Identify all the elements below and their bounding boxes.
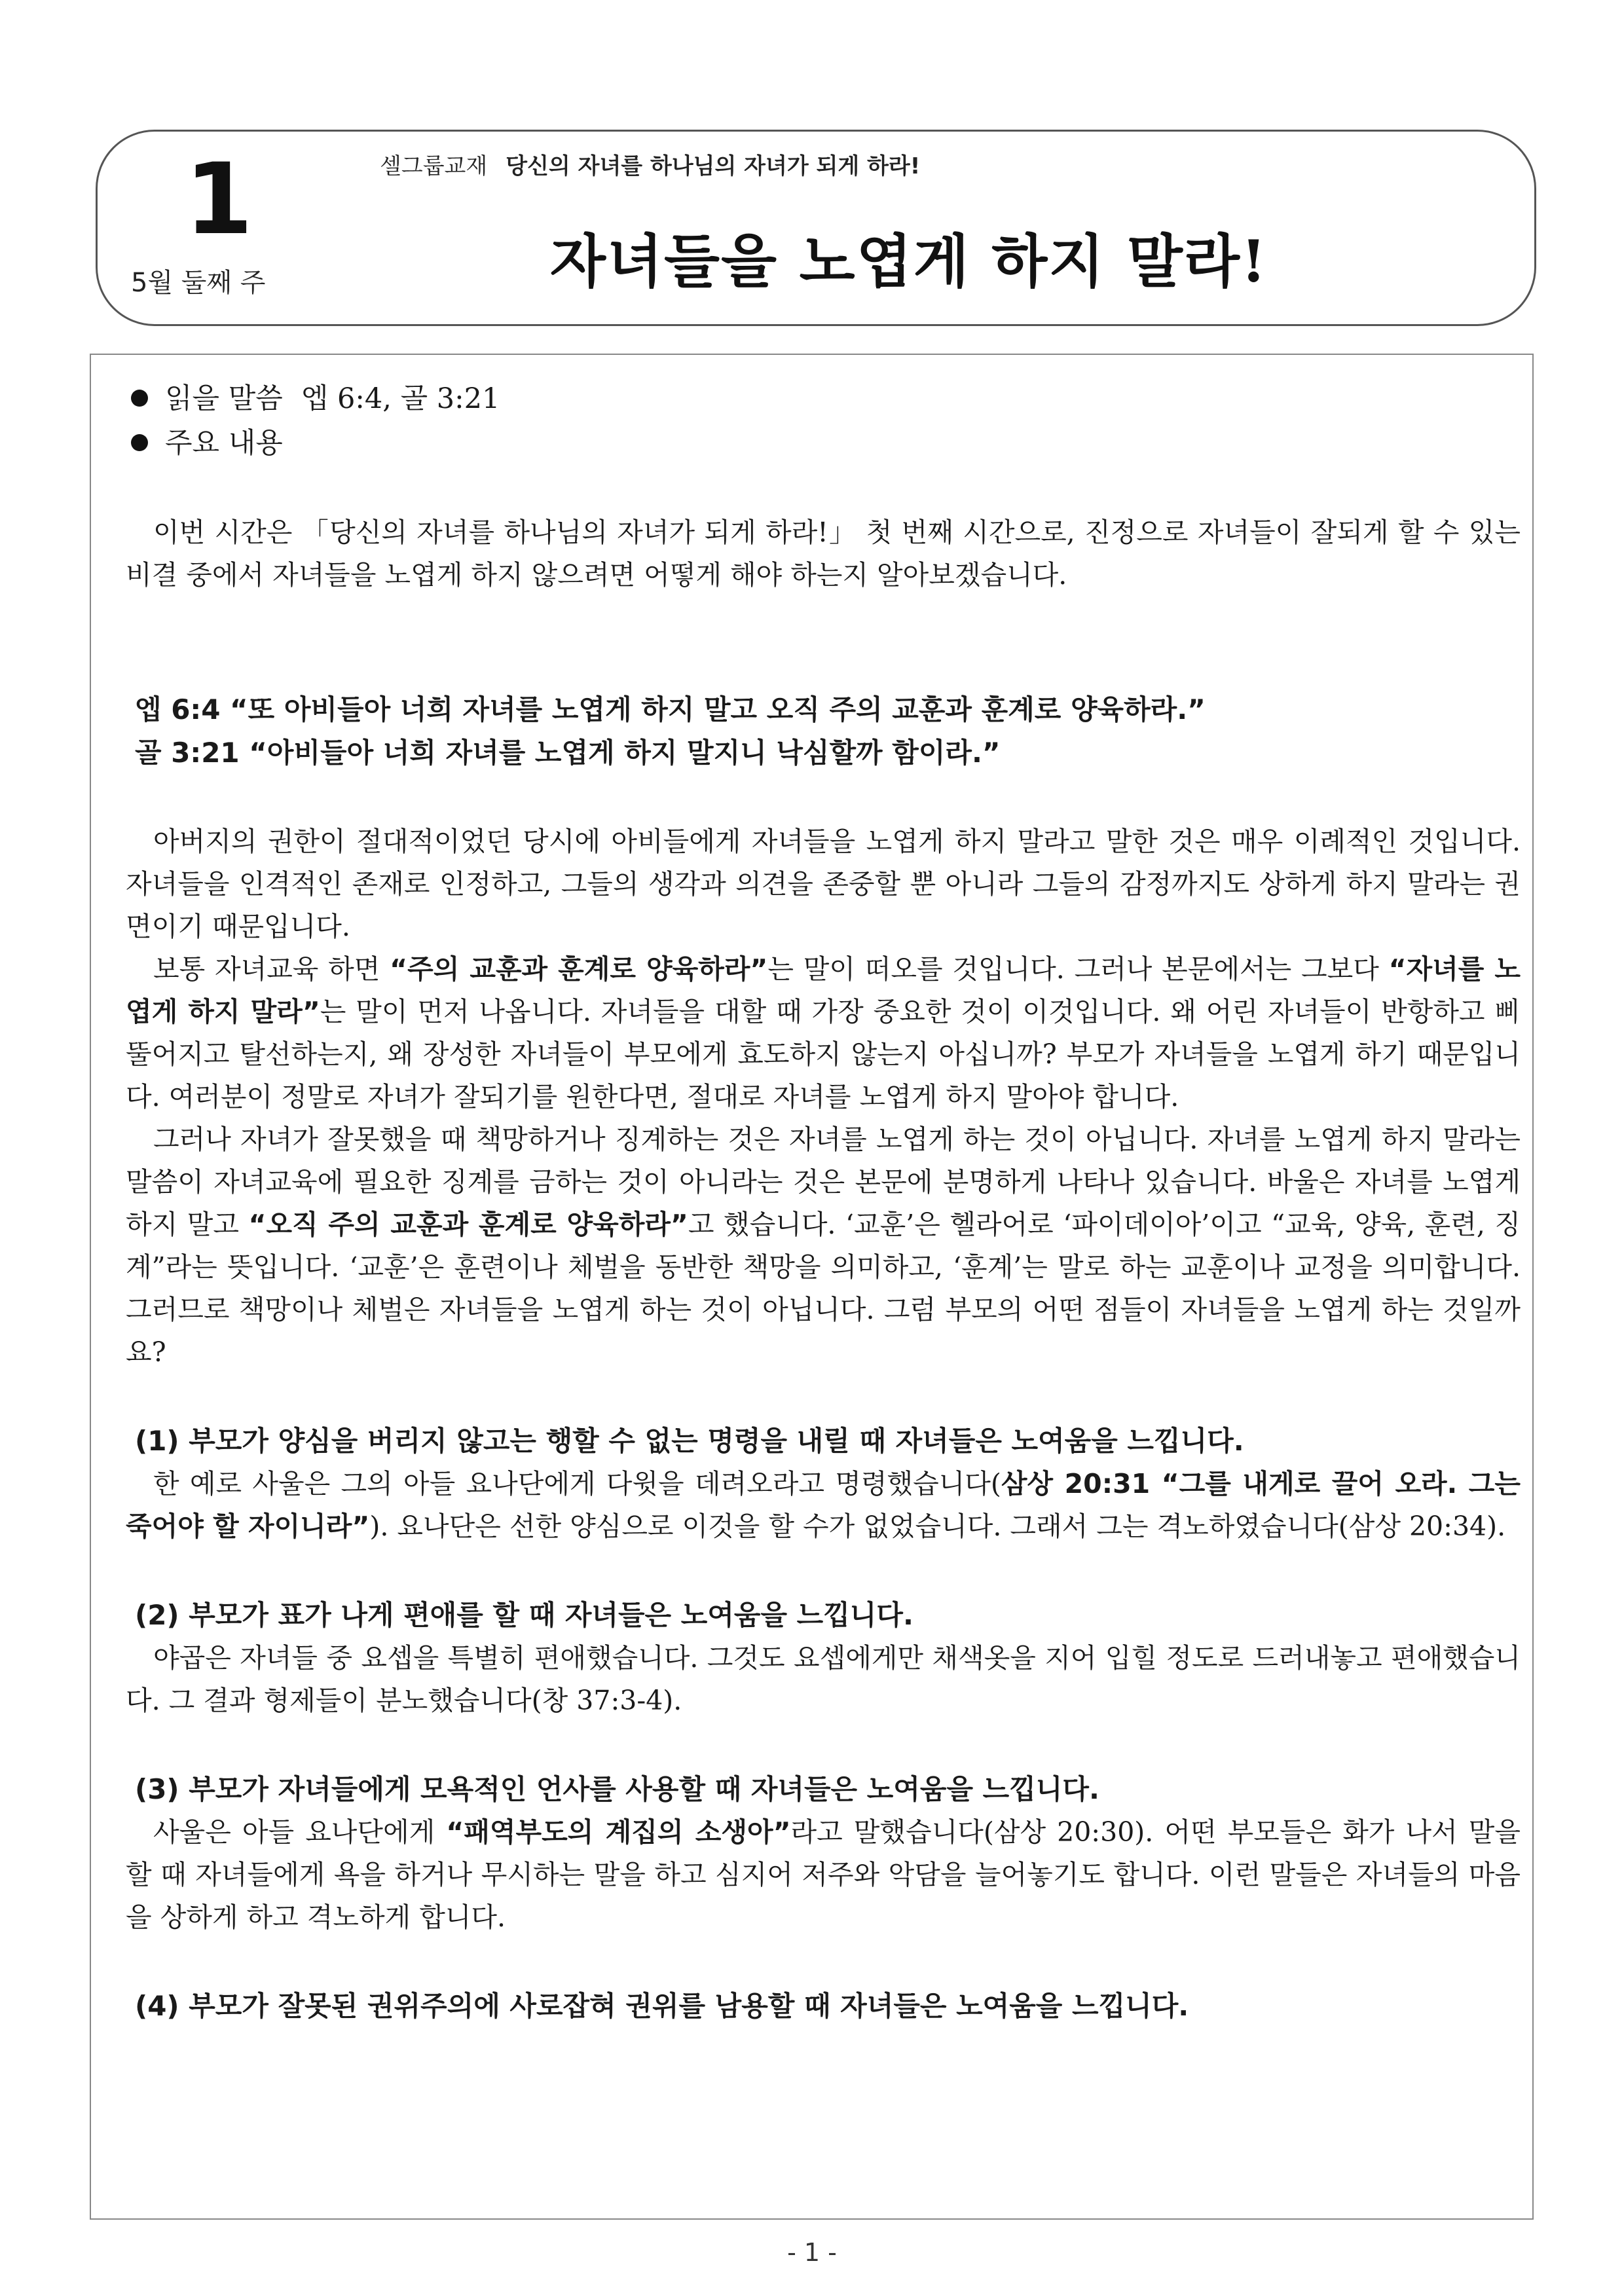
point-text-3 — [126, 1811, 1521, 1939]
series-title: 당신의 자녀를 하나님의 자녀가 되게 하라! — [506, 153, 921, 179]
reading-label: 읽을 말씀 — [165, 382, 283, 415]
text-span: 보통 자녀교육 하면 — [153, 953, 390, 985]
point-heading-3: (3) 부모가 자녀들에게 모욕적인 언사를 사용할 때 자녀들은 노여움을 느낍니다. — [135, 1773, 1099, 1805]
text-span: 그러나 자녀가 잘못했을 때 책망하거나 징계하는 것은 자녀를 노엽게 하는 것이 아닙니다. 자녀를 노엽게 하지 말라는 말씀이 자녀교육에 필요한 징계를 금하는 것이 아니라는 것은 본문에 분명하게 나타나 있습니다. 바울은 자녀를 노엽게 하지 말고 — [126, 1124, 1521, 1240]
page-title: 자녀들을 노엽게 하지 말라! — [550, 227, 1268, 295]
lesson-number: 1 — [185, 143, 253, 257]
reading-refs: 엡 6:4, 골 3:21 — [301, 382, 500, 415]
lesson-week: 5월 둘째 주 — [131, 268, 266, 298]
emphasis-quote: “패역부도의 계집의 소생아” — [446, 1816, 791, 1848]
text-span: 한 예로 사울은 그의 아들 요나단에게 다윗을 데려오라고 명령했습니다( — [153, 1468, 1001, 1499]
point-heading-1: (1) 부모가 양심을 버리지 않고는 행할 수 없는 명령을 내릴 때 자녀들은 노여움을 느낍니다. — [135, 1425, 1244, 1457]
bullet-icon — [131, 434, 148, 451]
emphasis-quote: “자녀를 노엽게 하지 말라” — [126, 953, 1521, 1027]
point-heading-2: (2) 부모가 표가 나게 편애를 할 때 자녀들은 노여움을 느낍니다. — [135, 1599, 913, 1631]
page-number: - 1 - — [787, 2238, 837, 2267]
summary-row — [126, 421, 1521, 466]
emphasis-quote: “주의 교훈과 훈계로 양육하라” — [390, 953, 768, 985]
emphasis-quote: “오직 주의 교훈과 훈계로 양육하라” — [248, 1209, 688, 1240]
point-text-1 — [126, 1463, 1521, 1548]
text-span: 는 말이 떠오를 것입니다. 그러나 본문에서는 그보다 — [767, 953, 1389, 985]
body-paragraph-2 — [126, 948, 1521, 1118]
series-label: 셀그룹교재 — [380, 153, 488, 179]
text-span: 는 말이 먼저 나옵니다. 자녀들을 대할 때 가장 중요한 것이 이것입니다. 왜 어린 자녀들이 반항하고 삐뚤어지고 탈선하는지, 왜 장성한 자녀들이 부모에게 효도하지 않는지 아십니까? 부모가 자녀들을 노엽게 하기 때문입니다. 여러분이 정말로 자녀가 잘되기를 원한다면, 절대로 자녀를 노엽게 하지 말아야 합니다. — [126, 996, 1521, 1112]
text-span: 고 했습니다. ‘교훈’은 헬라어로 ‘파이데이아’이고 “교육, 양육, 훈련, 징계”라는 뜻입니다. ‘교훈’은 훈련이나 체벌을 동반한 책망을 의미하고, ‘훈계’는 말로 하는 교훈이나 교정을 의미합니다. 그러므로 책망이나 체벌은 자녀들을 노엽게 하는 것이 아닙니다. 그럼 부모의 어떤 점들이 자녀들을 노엽게 하는 것일까요? — [126, 1209, 1521, 1368]
body-paragraph-3 — [126, 1118, 1521, 1374]
verse-colossians: 골 3:21 “아비들아 너희 자녀를 노엽게 하지 말지니 낙심할까 함이라.” — [135, 737, 1001, 769]
reading-row — [126, 376, 1521, 421]
text-span: 라고 말했습니다(삼상 20:30). 어떤 부모들은 화가 나서 말을 할 때 자녀들에게 욕을 하거나 무시하는 말을 하고 심지어 저주와 악담을 늘어놓기도 합니다. 이런 말들은 자녀들의 마음을 상하게 하고 격노하게 합니다. — [126, 1816, 1521, 1933]
content — [126, 376, 1521, 2028]
text-span: ). 요나단은 선한 양심으로 이것을 할 수가 없었습니다. 그래서 그는 격노하였습니다(삼상 20:34). — [369, 1511, 1506, 1542]
point-heading-4: (4) 부모가 잘못된 권위주의에 사로잡혀 권위를 남용할 때 자녀들은 노여움을 느낍니다. — [135, 1990, 1189, 2022]
intro-paragraph: 이번 시간은 「당신의 자녀를 하나님의 자녀가 되게 하라!」 첫 번째 시간으로, 진정으로 자녀들이 잘되게 할 수 있는 비결 중에서 자녀들을 노엽게 하지 않으려면 어떻게 해야 하는지 알아보겠습니다. — [126, 517, 1521, 591]
verse-ephesians: 엡 6:4 “또 아비들아 너희 자녀를 노엽게 하지 말고 오직 주의 교훈과 훈계로 양육하라.” — [135, 693, 1206, 725]
text-span: 사울은 아들 요나단에게 — [153, 1816, 447, 1848]
emphasis-quote: 삼상 20:31 “그를 내게로 끌어 오라. 그는 죽어야 할 자이니라” — [126, 1468, 1521, 1542]
body-paragraph-1: 아버지의 권한이 절대적이었던 당시에 아비들에게 자녀들을 노엽게 하지 말라고 말한 것은 매우 이례적인 것입니다. 자녀들을 인격적인 존재로 인정하고, 그들의 생각과 의견을 존중할 뿐 아니라 그들의 감정까지도 상하게 하지 말라는 권면이기 때문입니다. — [126, 826, 1521, 942]
bullet-icon — [131, 390, 148, 407]
summary-label: 주요 내용 — [165, 427, 283, 460]
series-line — [380, 148, 920, 180]
point-text-2: 야곱은 자녀들 중 요셉을 특별히 편애했습니다. 그것도 요셉에게만 채색옷을 지어 입힐 정도로 드러내놓고 편애했습니다. 그 결과 형제들이 분노했습니다(창 37:3-4). — [126, 1642, 1521, 1716]
